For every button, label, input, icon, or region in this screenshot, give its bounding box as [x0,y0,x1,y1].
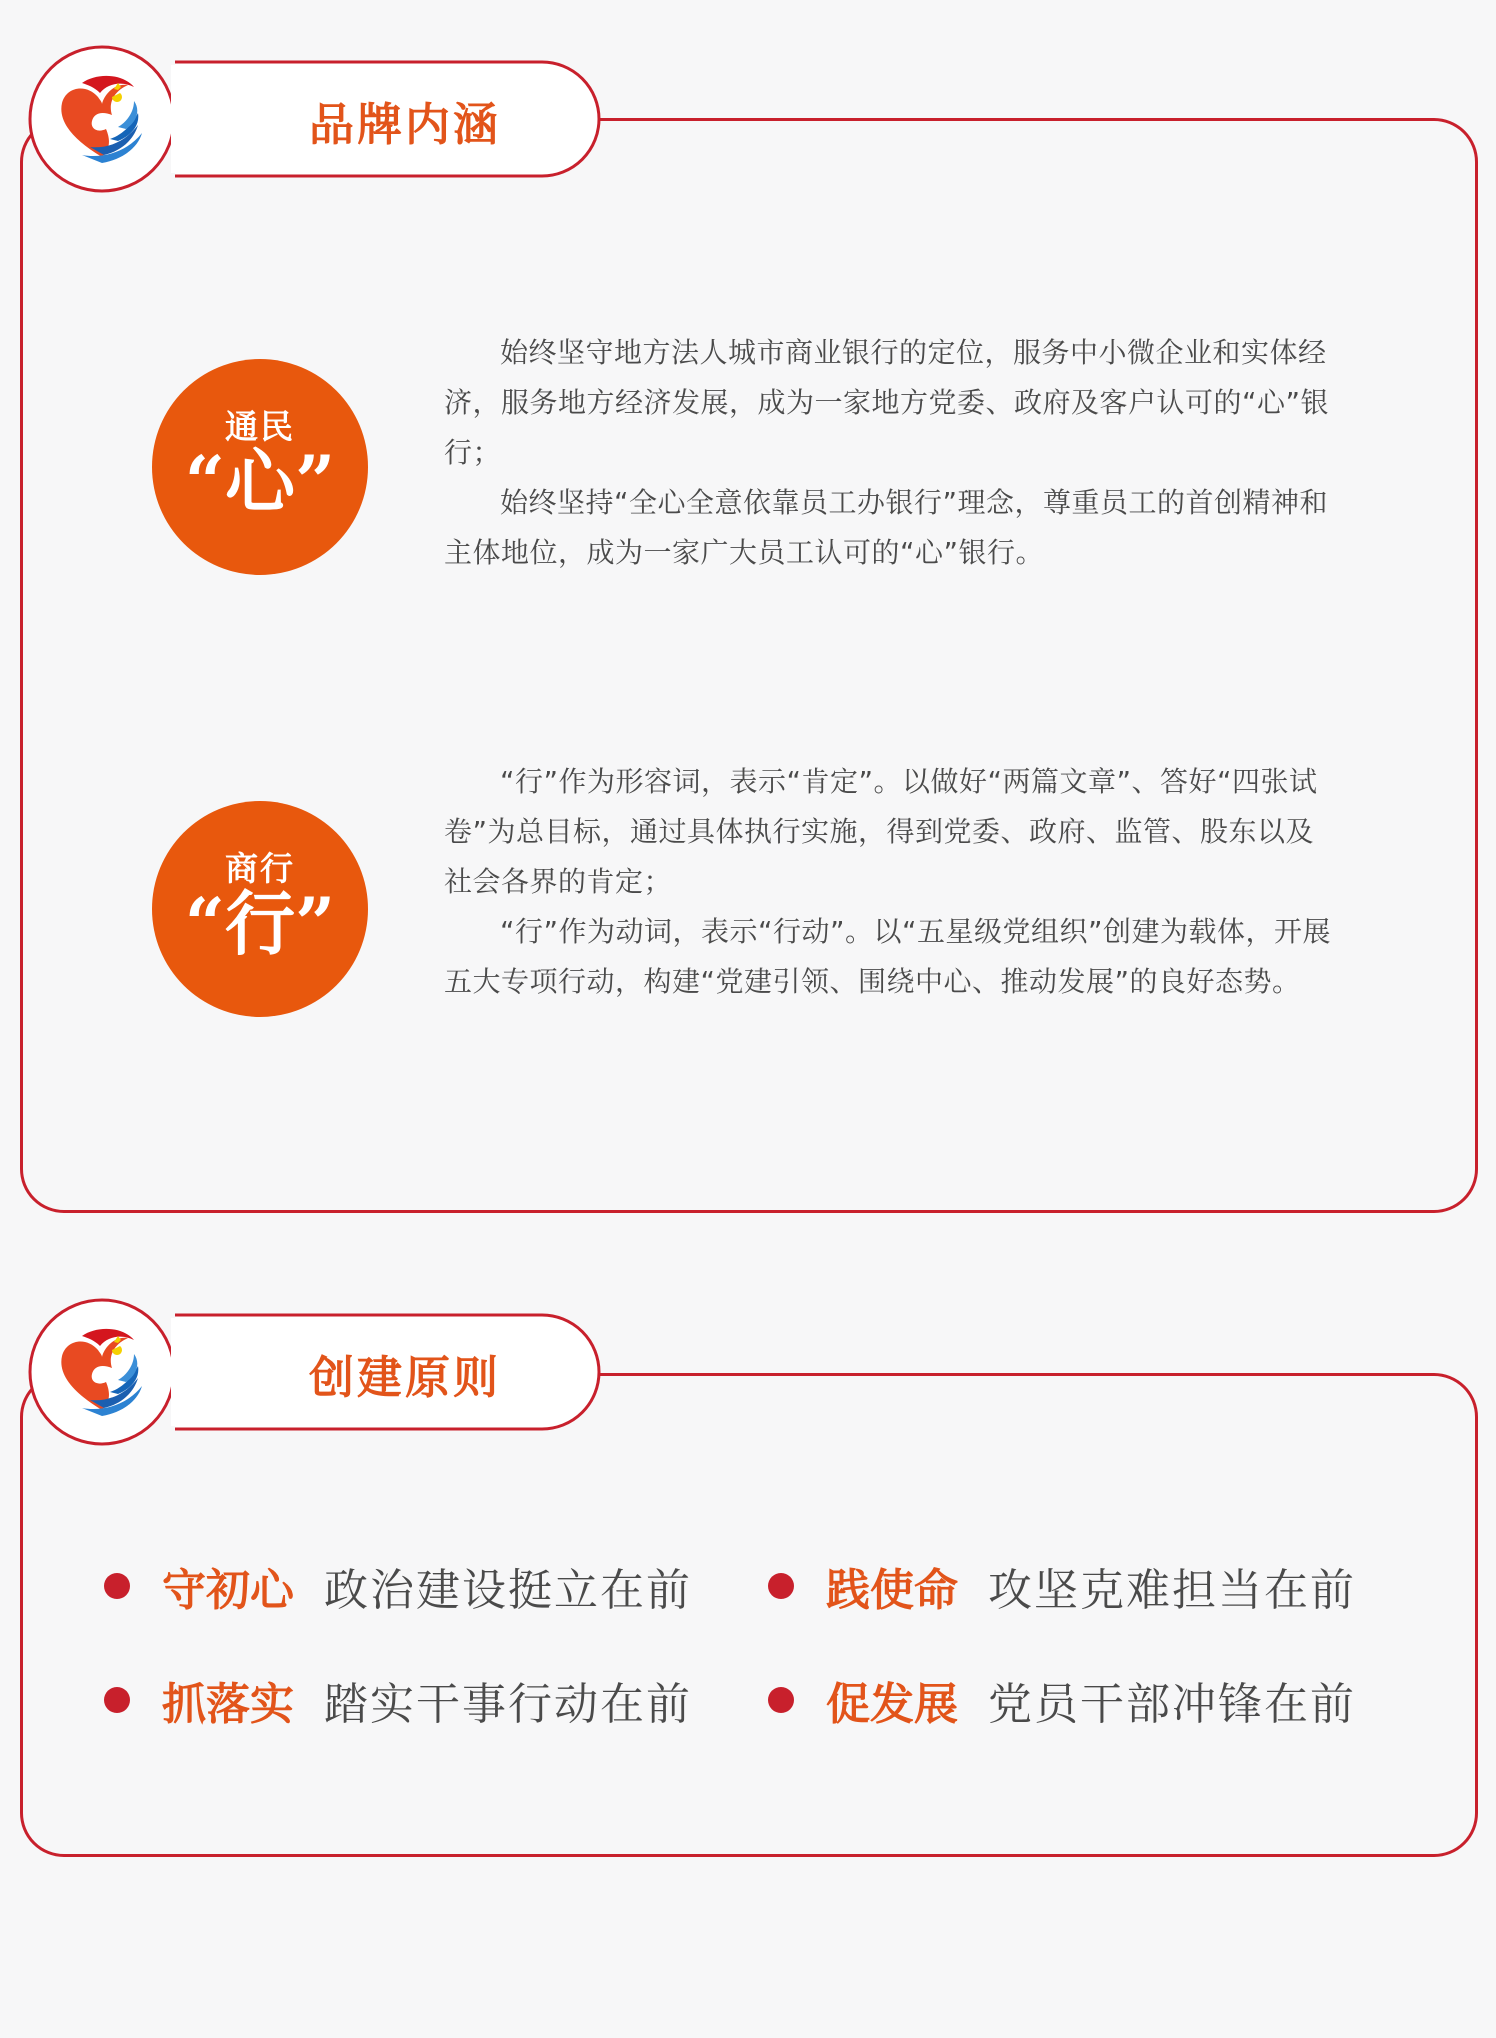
badge-small-label: 通民 [225,407,295,446]
xing-description [444,757,1334,1007]
party-heart-wave-logo-icon [52,69,152,169]
badge-tongmin-xin [152,359,368,575]
bullet-dot-icon [104,1687,130,1713]
paragraph: 始终坚守地方法人城市商业银行的定位，服务中小微企业和实体经济，服务地方经济发展，成为一家地方党委、政府及客户认可的“心”银行； [444,336,1330,469]
section-title: 品牌内涵 [308,98,501,151]
principle-text: 党员干部冲锋在前 [988,1679,1356,1730]
principle-text: 攻坚克难担当在前 [988,1565,1356,1616]
bullet-dot-icon [768,1687,794,1713]
paragraph: “行”作为形容词，表示“肯定”。以做好“两篇文章”、答好“四张试卷”为总目标，通过具体执行实施，得到党委、政府、监管、股东以及社会各界的肯定； [444,765,1318,898]
badge-small-label: 商行 [225,849,295,888]
principle-item [768,1556,1356,1616]
principle-key: 促发展 [826,1679,958,1730]
principle-key: 抓落实 [162,1679,294,1730]
party-heart-wave-logo-icon [52,1322,152,1422]
badge-shanghang-xing [152,801,368,1017]
principle-text: 政治建设挺立在前 [324,1565,692,1616]
principle-item [104,1670,692,1730]
badge-big-label: “心” [184,440,336,523]
paragraph: 始终坚持“全心全意依靠员工办银行”理念，尊重员工的首创精神和主体地位，成为一家广大员工认可的“心”银行。 [444,486,1329,569]
brand-meaning-card [20,118,1478,1213]
principle-item [104,1556,692,1616]
xin-description [444,328,1334,578]
paragraph: “行”作为动词，表示“行动”。以“五星级党组织”创建为载体，开展五大专项行动，构建“党建引领、围绕中心、推动发展”的良好态势。 [444,915,1332,998]
brand-meaning-header [20,42,602,196]
badge-big-label: “行” [184,882,336,965]
principle-text: 踏实干事行动在前 [324,1679,692,1730]
principles-header [20,1295,602,1449]
principle-item [768,1670,1356,1730]
bullet-dot-icon [104,1573,130,1599]
section-title: 创建原则 [308,1351,501,1404]
bullet-dot-icon [768,1573,794,1599]
principle-key: 守初心 [162,1565,294,1616]
principle-key: 践使命 [826,1565,958,1616]
